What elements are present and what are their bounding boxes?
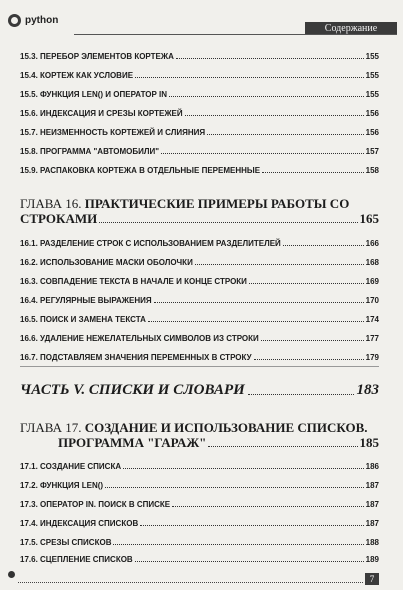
toc-entry[interactable] [20,52,379,61]
dot-leader [262,172,364,173]
chapter-label: ГЛАВА 16. [20,196,82,211]
toc-entry-title: 17.5. СРЕЗЫ СПИСКОВ [20,538,112,547]
dot-leader [254,359,364,360]
dot-leader [172,506,364,507]
toc-entry-page: 155 [365,90,379,99]
dot-leader [208,446,357,447]
toc-entry-page: 168 [365,258,379,267]
chapter-title-line2: СТРОКАМИ [20,211,98,226]
chapter-title-line1: ПРАКТИЧЕСКИЕ ПРИМЕРЫ РАБОТЫ СО [84,196,350,211]
toc-entry-page: 157 [365,147,379,156]
toc-entry-page: 166 [365,239,379,248]
toc-entry[interactable] [20,166,379,175]
toc-entry-title: 17.1. СОЗДАНИЕ СПИСКА [20,462,122,471]
toc-entry-title: 15.4. КОРТЕЖ КАК УСЛОВИЕ [20,71,134,80]
toc-entry-title: 15.8. ПРОГРАММА "АВТОМОБИЛИ" [20,147,159,156]
dot-leader [99,222,357,223]
toc-entry-page: 174 [365,315,379,324]
toc-entry-page: 155 [365,71,379,80]
part-heading[interactable] [20,382,379,399]
toc-entry-page: 187 [365,481,379,490]
toc-entry-title: 15.7. НЕИЗМЕННОСТЬ КОРТЕЖЕЙ И СЛИЯНИЯ [20,128,206,137]
chapter-page: 185 [359,435,379,450]
toc-entry[interactable] [20,538,379,547]
toc-entry-title: 16.4. РЕГУЛЯРНЫЕ ВЫРАЖЕНИЯ [20,296,152,305]
toc-entry-title: 16.6. УДАЛЕНИЕ НЕЖЕЛАТЕЛЬНЫХ СИМВОЛОВ ИЗ СТРОКИ [20,334,259,343]
toc-entry-page: 186 [365,462,379,471]
dot-leader [148,321,364,322]
header-rule [74,34,397,35]
dot-leader [169,96,364,97]
dot-leader [207,134,363,135]
dot-leader [195,264,364,265]
chapter-heading[interactable] [20,420,379,450]
toc-entry-title: 16.2. ИСПОЛЬЗОВАНИЕ МАСКИ ОБОЛОЧКИ [20,258,193,267]
toc-entry[interactable] [20,239,379,248]
toc-entry-page: 188 [365,538,379,547]
dot-leader [176,58,364,59]
toc-entry[interactable] [20,334,379,343]
dot-leader [249,283,364,284]
toc-entry-title: 17.4. ИНДЕКСАЦИЯ СПИСКОВ [20,519,139,528]
toc-entry[interactable] [20,128,379,137]
toc-entry[interactable] [20,109,379,118]
dot-leader [123,468,364,469]
toc-entry[interactable] [20,258,379,267]
toc-entry[interactable] [20,147,379,156]
toc-entry-page: 156 [365,128,379,137]
toc-entry[interactable] [20,555,379,564]
dot-leader [283,245,364,246]
chapter-label: ГЛАВА 17. [20,420,82,435]
toc-entry-page: 179 [365,353,379,362]
toc-entry-page: 155 [365,52,379,61]
toc-entry-page: 177 [365,334,379,343]
toc-entry-page: 170 [365,296,379,305]
toc-entry-title: 15.6. ИНДЕКСАЦИЯ И СРЕЗЫ КОРТЕЖЕЙ [20,109,183,118]
dot-leader [140,525,363,526]
dot-leader [248,394,354,395]
toc-entry-page: 189 [365,555,379,564]
toc-entry[interactable] [20,296,379,305]
toc-entry-page: 187 [365,519,379,528]
toc-entry-title: 17.6. СЦЕПЛЕНИЕ СПИСКОВ [20,555,133,564]
dot-leader [185,115,364,116]
toc-entry-page: 156 [365,109,379,118]
toc-entry-title: 15.3. ПЕРЕБОР ЭЛЕМЕНТОВ КОРТЕЖА [20,52,174,61]
chapter-heading[interactable] [20,196,379,226]
dot-leader [105,487,364,488]
dot-leader [113,544,363,545]
part-title: ЧАСТЬ V. СПИСКИ И СЛОВАРИ [20,382,245,398]
toc-entry-title: 17.3. ОПЕРАТОР IN. ПОИСК В СПИСКЕ [20,500,171,509]
dot-leader [135,77,364,78]
page-number: 7 [365,573,379,585]
toc-entry-page: 169 [365,277,379,286]
part-page: 183 [356,382,379,398]
toc-entry-page: 187 [365,500,379,509]
toc-entry-title: 15.9. РАСПАКОВКА КОРТЕЖА В ОТДЕЛЬНЫЕ ПЕРЕМЕННЫЕ [20,166,261,175]
chapter-title-line1: СОЗДАНИЕ И ИСПОЛЬЗОВАНИЕ СПИСКОВ. [84,420,368,435]
dot-leader [261,340,364,341]
footer-rule [18,582,363,583]
footer-dot-icon [8,571,15,578]
toc-entry-title: 16.1. РАЗДЕЛЕНИЕ СТРОК С ИСПОЛЬЗОВАНИЕМ РАЗДЕЛИТЕЛЕЙ [20,239,281,248]
toc-entry-title: 17.2. ФУНКЦИЯ LEN() [20,481,104,490]
dot-leader [161,153,364,154]
toc-entry[interactable] [20,481,379,490]
dot-leader [154,302,364,303]
toc-entry-title: 16.5. ПОИСК И ЗАМЕНА ТЕКСТА [20,315,146,324]
logo-text: python [25,15,59,26]
toc-entry[interactable] [20,315,379,324]
chapter-title-line2: ПРОГРАММА "ГАРАЖ" [58,435,207,450]
python-logo-icon [8,14,21,27]
toc-entry[interactable] [20,462,379,471]
toc-entry[interactable] [20,519,379,528]
toc-entry-page: 158 [365,166,379,175]
toc-entry[interactable] [20,71,379,80]
toc-entry-title: 16.7. ПОДСТАВЛЯЕМ ЗНАЧЕНИЯ ПЕРЕМЕННЫХ В СТРОКУ [20,353,252,362]
dot-leader [135,561,364,562]
toc-entry-title: 16.3. СОВПАДЕНИЕ ТЕКСТА В НАЧАЛЕ И КОНЦЕ СТРОКИ [20,277,247,286]
chapter-page: 165 [359,211,379,226]
section-title: Содержание [305,22,397,34]
toc-entry-title: 15.5. ФУНКЦИЯ LEN() И ОПЕРАТОР IN [20,90,168,99]
toc-entry[interactable] [20,90,379,99]
toc-entry[interactable] [20,353,379,362]
toc-entry[interactable] [20,277,379,286]
toc-entry[interactable] [20,500,379,509]
python-logo [8,14,58,27]
separator [20,366,379,367]
